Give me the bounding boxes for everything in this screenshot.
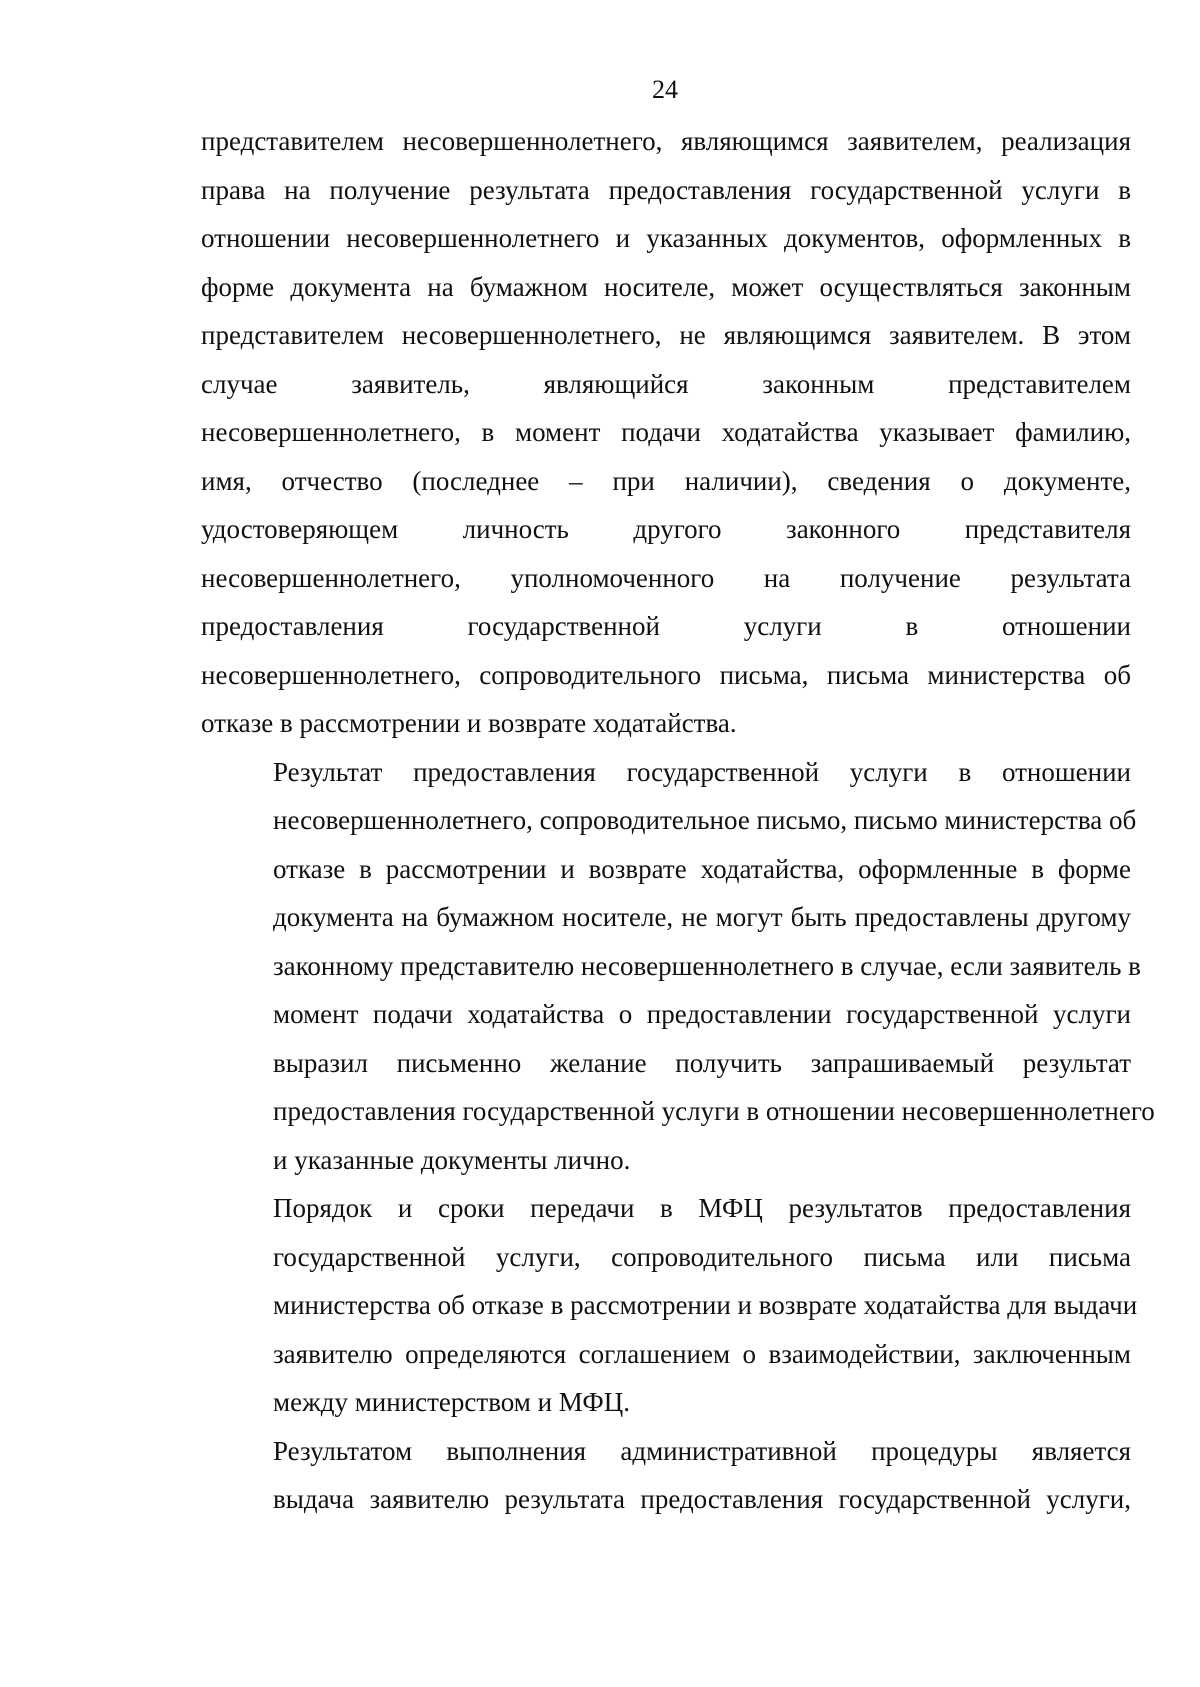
text-line: отказе в рассмотрении и возврате ходатайства. (201, 708, 737, 738)
page-number: 24 (652, 75, 678, 104)
text-line: предоставления государственной услуги в отношении несовершеннолетнего (273, 1096, 1155, 1126)
text-line: права на получение результата предоставления государственной услуги в (201, 174, 1131, 205)
text-line: законному представителю несовершеннолетнего в случае, если заявитель в (273, 950, 1141, 981)
text-line: представителем несовершеннолетнего, не являющимся заявителем. В этом (201, 320, 1131, 350)
paragraph (201, 117, 1131, 748)
text-line: отношении несовершеннолетнего и указанных документов, оформленных в (201, 223, 1131, 253)
document-body (201, 117, 1155, 1524)
text-line: Порядок и сроки передачи в МФЦ результатов предоставления (273, 1193, 1131, 1223)
text-line: выразил письменно желание получить запрашиваемый результат (273, 1047, 1131, 1078)
text-line: между министерством и МФЦ. (273, 1387, 631, 1417)
paragraph (201, 748, 1155, 1185)
text-line: несовершеннолетнего, в момент подачи ходатайства указывает фамилию, (201, 417, 1131, 447)
text-line: несовершеннолетнего, уполномоченного на получение результата (201, 562, 1131, 593)
text-line: форме документа на бумажном носителе, может осуществляться законным (201, 271, 1131, 302)
text-line: удостоверяющем личность другого законного представителя (201, 514, 1131, 544)
text-line: имя, отчество (последнее – при наличии), сведения о документе, (201, 465, 1131, 496)
text-line: момент подачи ходатайства о предоставлении государственной услуги (273, 999, 1131, 1029)
text-line: случае заявитель, являющийся законным представителем (201, 368, 1131, 399)
text-line: заявителю определяются соглашением о взаимодействии, заключенным (273, 1338, 1131, 1369)
text-line: предоставления государственной услуги в отношении (201, 611, 1131, 641)
text-line: государственной услуги, сопроводительного письма или письма (273, 1241, 1131, 1272)
paragraph (201, 1184, 1138, 1427)
text-line: Результат предоставления государственной услуги в отношении (273, 756, 1131, 787)
text-line: несовершеннолетнего, сопроводительное письмо, письмо министерства об (273, 805, 1137, 835)
text-line: министерства об отказе в рассмотрении и возврате ходатайства для выдачи (273, 1290, 1138, 1320)
text-line: Результатом выполнения административной процедуры является (273, 1435, 1131, 1466)
text-line: выдача заявителю результата предоставления государственной услуги, (273, 1484, 1131, 1514)
paragraph (201, 1427, 1131, 1524)
text-line: и указанные документы лично. (273, 1144, 631, 1175)
text-line: отказе в рассмотрении и возврате ходатайства, оформленные в форме (273, 853, 1131, 884)
text-line: представителем несовершеннолетнего, являющимся заявителем, реализация (201, 126, 1131, 156)
text-line: документа на бумажном носителе, не могут быть предоставлены другому (273, 902, 1131, 932)
text-line: несовершеннолетнего, сопроводительного письма, письма министерства об (201, 659, 1131, 690)
